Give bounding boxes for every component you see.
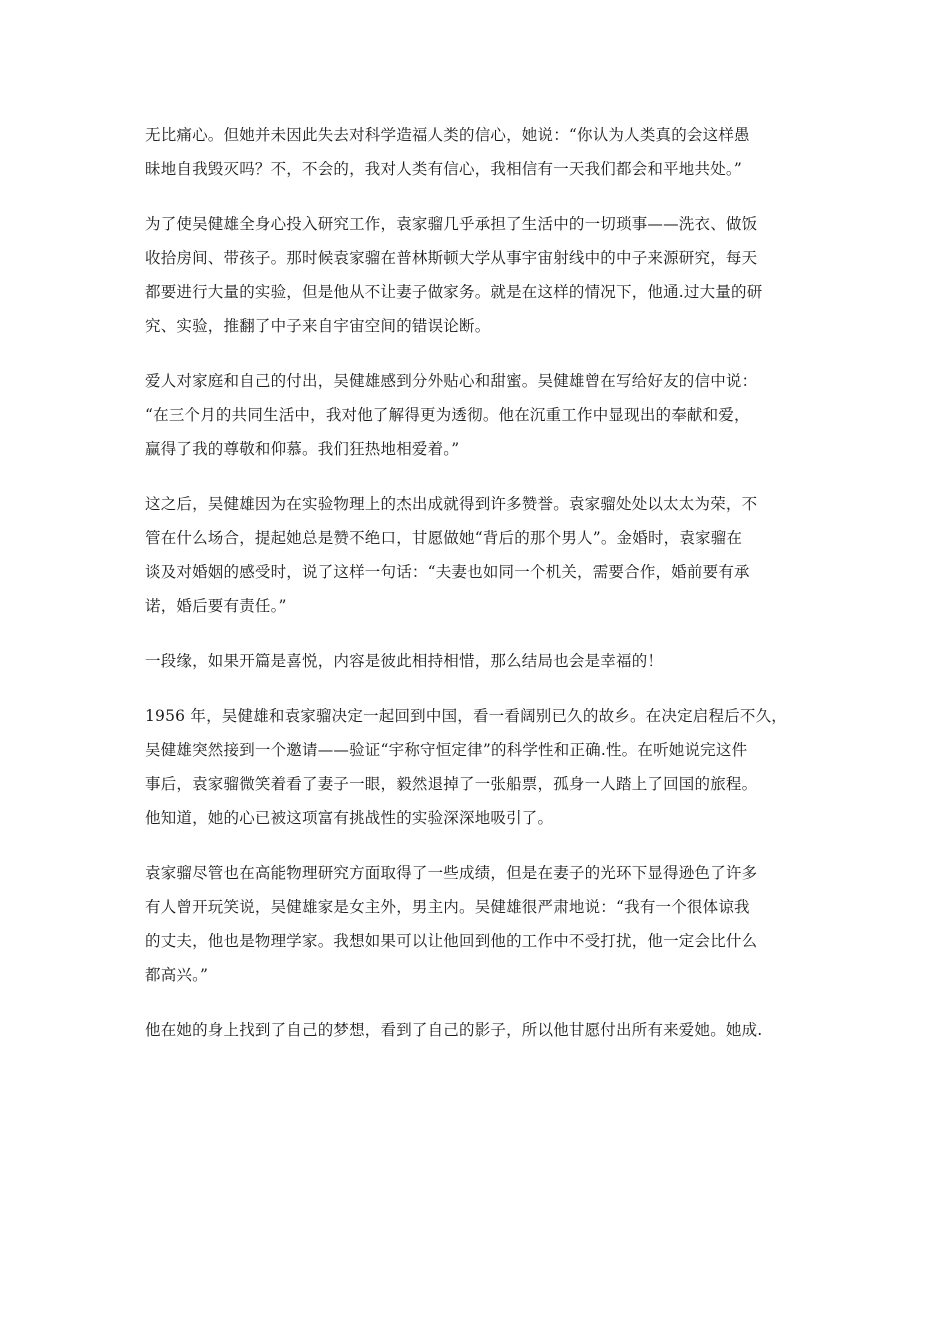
text-line: 诺，婚后要有责任。” [145, 597, 287, 615]
text-line: 谈及对婚姻的感受时，说了这样一句话：“夫妻也如同一个机关，需要合作，婚前要有承 [145, 563, 750, 581]
text-line: 事后，袁家骝微笑着看了妻子一眼，毅然退掉了一张船票，孤身一人踏上了回国的旅程。 [145, 775, 758, 793]
text-line: 为了使吴健雄全身心投入研究工作，袁家骝几乎承担了生活中的一切琐事——洗衣、做饭 [145, 215, 758, 233]
paragraph-3 [145, 364, 810, 466]
text-line: 管在什么场合，提起她总是赞不绝口，甘愿做她“背后的那个男人”。金婚时，袁家骝在 [145, 529, 743, 547]
text-line: 这之后，吴健雄因为在实验物理上的杰出成就得到许多赞誉。袁家骝处处以太太为荣，不 [145, 495, 758, 513]
paragraph-4 [145, 487, 810, 623]
text-line: “在三个月的共同生活中，我对他了解得更为透彻。他在沉重工作中显现出的奉献和爱， [145, 406, 750, 424]
text-line: 收拾房间、带孩子。那时候袁家骝在普林斯顿大学从事宇宙射线中的中子来源研究，每天 [145, 249, 758, 267]
text-line: 袁家骝尽管也在高能物理研究方面取得了一些成绩，但是在妻子的光环下显得逊色了许多 [145, 864, 758, 882]
text-line: 吴健雄突然接到一个邀请——验证“宇称守恒定律”的科学性和正确.性。在听她说完这件 [145, 741, 748, 759]
document-page [145, 118, 810, 1068]
text-line: 1956 年，吴健雄和袁家骝决定一起回到中国，看一看阔别已久的故乡。在决定启程后不久， [145, 707, 787, 725]
text-line: 都高兴。” [145, 966, 209, 984]
paragraph-7 [145, 856, 810, 992]
paragraph-1 [145, 118, 810, 186]
paragraph-8 [145, 1013, 810, 1047]
paragraph-2 [145, 207, 810, 343]
text-line: 都要进行大量的实验，但是他从不让妻子做家务。就是在这样的情况下，他通.过大量的研 [145, 283, 763, 301]
text-line: 无比痛心。但她并未因此失去对科学造福人类的信心，她说：“你认为人类真的会这样愚 [145, 126, 750, 144]
text-line: 究、实验，推翻了中子来自宇宙空间的错误论断。 [145, 317, 491, 335]
paragraph-5 [145, 644, 810, 678]
text-line: 爱人对家庭和自己的付出，吴健雄感到分外贴心和甜蜜。吴健雄曾在写给好友的信中说： [145, 372, 758, 390]
text-line: 有人曾开玩笑说，吴健雄家是女主外，男主内。吴健雄很严肃地说：“我有一个很体谅我 [145, 898, 750, 916]
text-line: 赢得了我的尊敬和仰慕。我们狂热地相爱着。” [145, 440, 460, 458]
text-line: 他在她的身上找到了自己的梦想，看到了自己的影子，所以他甘愿付出所有来爱她。她成. [145, 1021, 763, 1039]
paragraph-6 [145, 699, 810, 835]
text-line: 他知道，她的心已被这项富有挑战性的实验深深地吸引了。 [145, 809, 554, 827]
text-line: 一段缘，如果开篇是喜悦，内容是彼此相持相惜，那么结局也会是幸福的！ [145, 652, 664, 670]
text-line: 的丈夫，他也是物理学家。我想如果可以让他回到他的工作中不受打扰，他一定会比什么 [145, 932, 758, 950]
text-line: 昧地自我毁灭吗？不，不会的，我对人类有信心，我相信有一天我们都会和平地共处。” [145, 160, 742, 178]
